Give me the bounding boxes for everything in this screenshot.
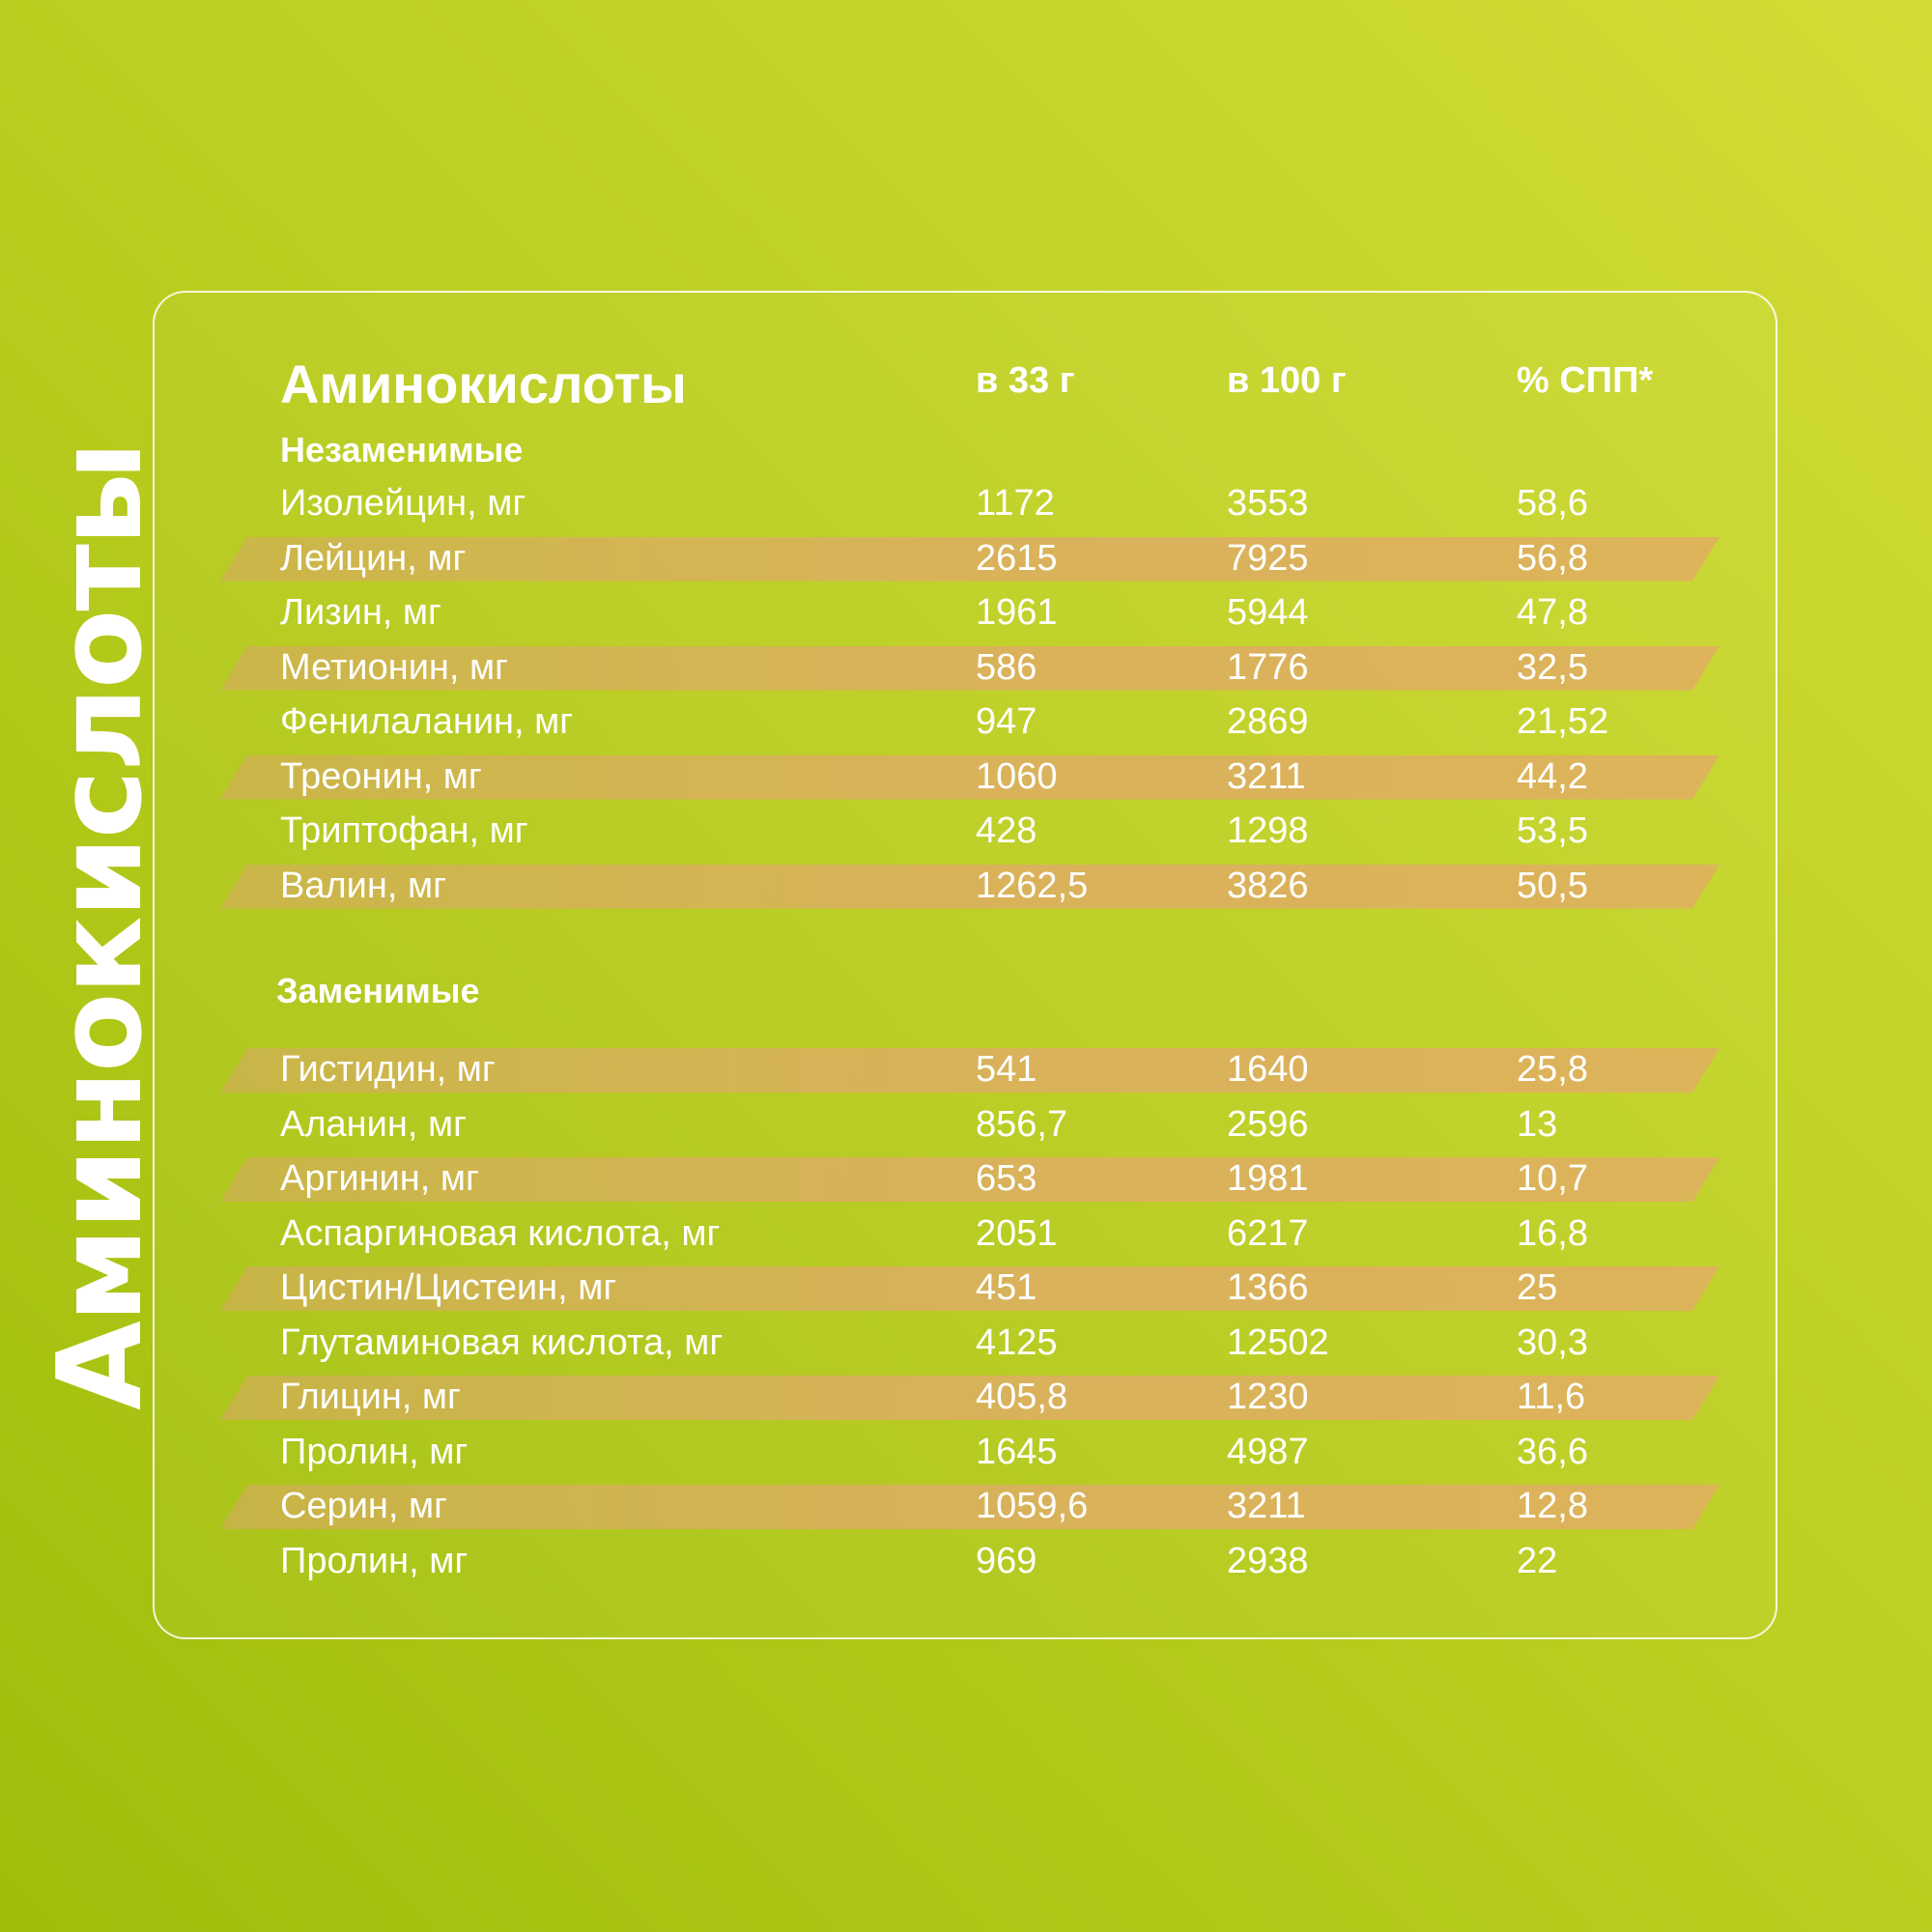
table-row — [155, 531, 1776, 585]
value-33g: 1172 — [976, 483, 1055, 524]
column-header-33g: в 33 г — [976, 360, 1075, 401]
amino-acid-name: Аланин, мг — [280, 1103, 467, 1145]
value-33g: 969 — [976, 1540, 1037, 1581]
table-row — [155, 1097, 1776, 1151]
value-33g: 1645 — [976, 1431, 1058, 1472]
value-100g: 1981 — [1227, 1158, 1309, 1199]
value-100g: 1366 — [1227, 1267, 1309, 1308]
amino-acid-name: Лейцин, мг — [280, 537, 467, 579]
value-100g: 2869 — [1227, 701, 1309, 742]
table-row — [155, 585, 1776, 639]
value-33g: 856,7 — [976, 1103, 1068, 1145]
value-100g: 1640 — [1227, 1049, 1309, 1090]
value-dri-percent: 11,6 — [1517, 1377, 1586, 1417]
value-33g: 586 — [976, 646, 1037, 688]
value-100g: 1230 — [1227, 1377, 1309, 1417]
value-dri-percent: 47,8 — [1517, 592, 1588, 633]
value-100g: 5944 — [1227, 592, 1309, 633]
value-dri-percent: 56,8 — [1517, 537, 1588, 579]
column-header-100g: в 100 г — [1227, 360, 1347, 401]
section-heading-nonessential: Заменимые — [276, 971, 480, 1010]
amino-acid-name: Пролин, мг — [280, 1540, 469, 1581]
value-dri-percent: 10,7 — [1517, 1158, 1588, 1199]
table-row — [155, 1151, 1776, 1206]
value-dri-percent: 30,3 — [1517, 1321, 1588, 1363]
value-dri-percent: 21,52 — [1517, 701, 1609, 742]
value-dri-percent: 32,5 — [1517, 646, 1588, 688]
value-dri-percent: 58,6 — [1517, 483, 1588, 524]
value-33g: 947 — [976, 701, 1037, 742]
value-dri-percent: 16,8 — [1517, 1212, 1588, 1254]
amino-acid-name: Аспаргиновая кислота, мг — [280, 1212, 721, 1254]
value-100g: 2596 — [1227, 1103, 1309, 1145]
value-33g: 405,8 — [976, 1377, 1068, 1417]
amino-acid-name: Валин, мг — [280, 865, 446, 906]
table-title: Аминокислоты — [280, 354, 687, 414]
table-row — [155, 1316, 1776, 1370]
value-33g: 1060 — [976, 755, 1058, 797]
amino-acid-name: Изолейцин, мг — [280, 483, 526, 524]
value-dri-percent: 50,5 — [1517, 865, 1588, 906]
value-33g: 1262,5 — [976, 865, 1089, 906]
value-100g: 4987 — [1227, 1431, 1309, 1472]
amino-acid-table-card — [153, 291, 1777, 1639]
amino-acid-name: Пролин, мг — [280, 1431, 469, 1472]
amino-acid-name: Серин, мг — [280, 1486, 448, 1526]
value-dri-percent: 22 — [1517, 1540, 1558, 1581]
value-33g: 1961 — [976, 592, 1058, 633]
table-row — [155, 804, 1776, 858]
value-dri-percent: 12,8 — [1517, 1486, 1588, 1526]
table-row — [155, 1042, 1776, 1096]
amino-acid-name: Треонин, мг — [280, 755, 482, 797]
value-33g: 2051 — [976, 1212, 1058, 1254]
table-row — [155, 1534, 1776, 1588]
value-33g: 428 — [976, 810, 1037, 851]
value-100g: 12502 — [1227, 1321, 1329, 1363]
table-row — [155, 1479, 1776, 1533]
section-heading-essential: Незаменимые — [280, 430, 524, 469]
amino-acid-name: Триптофан, мг — [280, 810, 528, 851]
value-100g: 1298 — [1227, 810, 1309, 851]
amino-acid-name: Лизин, мг — [280, 592, 441, 633]
value-dri-percent: 25,8 — [1517, 1049, 1588, 1090]
value-100g: 7925 — [1227, 537, 1309, 579]
value-33g: 4125 — [976, 1321, 1058, 1363]
value-dri-percent: 36,6 — [1517, 1431, 1588, 1472]
value-dri-percent: 44,2 — [1517, 755, 1588, 797]
amino-acid-name: Глицин, мг — [280, 1377, 461, 1417]
amino-acid-name: Метионин, мг — [280, 646, 509, 688]
value-100g: 2938 — [1227, 1540, 1309, 1581]
table-row — [155, 695, 1776, 749]
amino-acid-name: Фенилаланин, мг — [280, 701, 574, 742]
table-row — [155, 750, 1776, 804]
amino-acid-name: Глутаминовая кислота, мг — [280, 1321, 724, 1363]
table-row — [155, 1425, 1776, 1479]
table-row — [155, 1370, 1776, 1424]
value-100g: 3553 — [1227, 483, 1309, 524]
table-row — [155, 1261, 1776, 1315]
value-100g: 3211 — [1227, 1486, 1306, 1526]
value-100g: 3826 — [1227, 865, 1309, 906]
value-33g: 541 — [976, 1049, 1037, 1090]
amino-acid-name: Цистин/Цистеин, мг — [280, 1267, 617, 1308]
table-row — [155, 476, 1776, 530]
table-row — [155, 859, 1776, 913]
value-33g: 653 — [976, 1158, 1037, 1199]
column-header-dri: % СПП* — [1517, 360, 1654, 401]
value-100g: 6217 — [1227, 1212, 1309, 1254]
value-100g: 3211 — [1227, 755, 1306, 797]
table-row — [155, 640, 1776, 695]
value-33g: 2615 — [976, 537, 1058, 579]
table-row — [155, 1207, 1776, 1261]
vertical-page-title: Аминокислоты — [34, 442, 168, 1410]
value-100g: 1776 — [1227, 646, 1309, 688]
value-33g: 451 — [976, 1267, 1037, 1308]
value-dri-percent: 53,5 — [1517, 810, 1588, 851]
value-33g: 1059,6 — [976, 1486, 1089, 1526]
amino-acid-name: Аргинин, мг — [280, 1158, 479, 1199]
value-dri-percent: 13 — [1517, 1103, 1558, 1145]
amino-acid-name: Гистидин, мг — [280, 1049, 496, 1090]
value-dri-percent: 25 — [1517, 1267, 1558, 1308]
